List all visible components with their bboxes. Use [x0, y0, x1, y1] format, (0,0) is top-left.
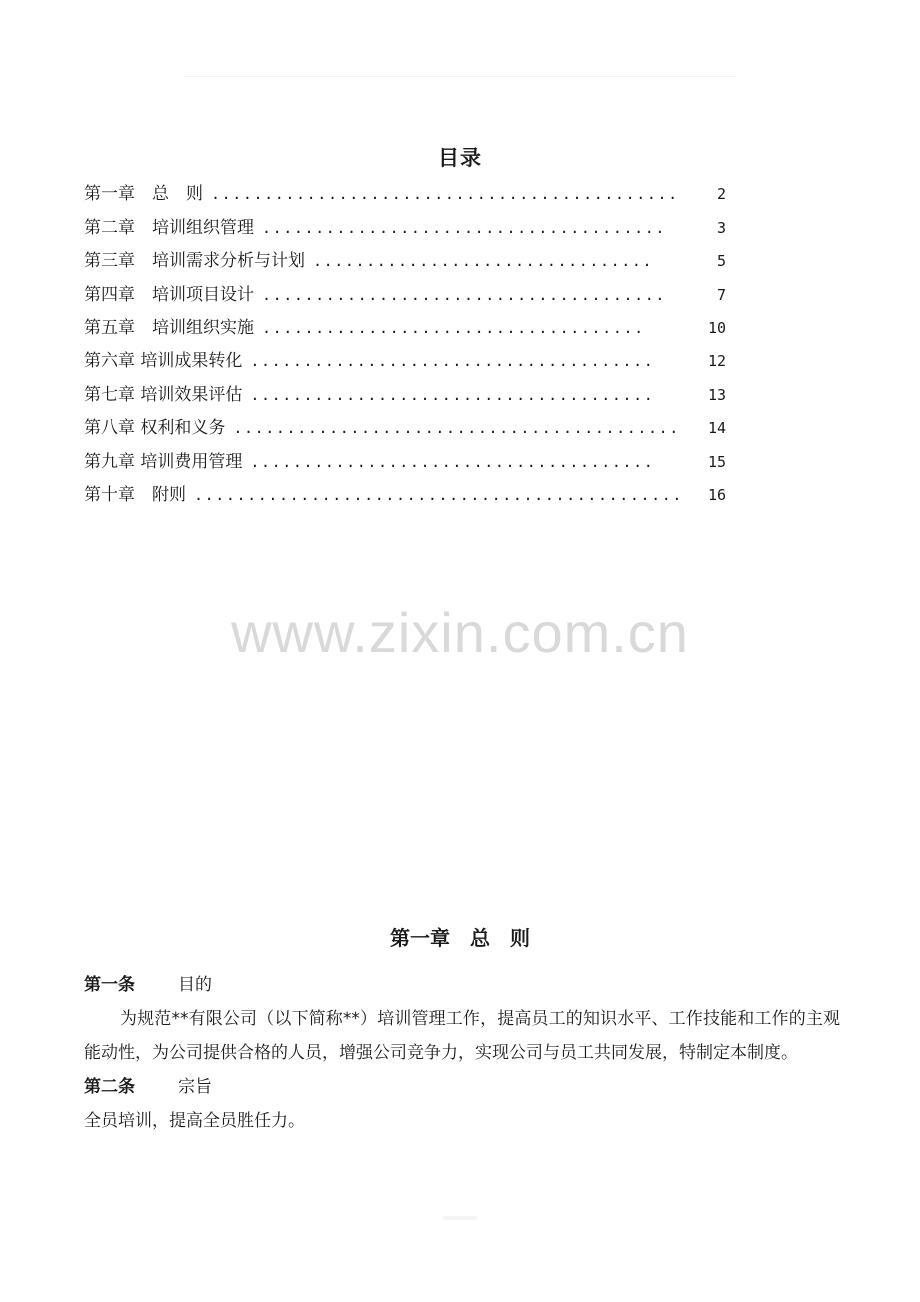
toc-page-number: 12: [707, 352, 726, 371]
article-number: 第二条: [84, 1077, 135, 1097]
toc-entry[interactable]: [84, 378, 726, 411]
toc-entry[interactable]: [84, 479, 726, 512]
toc-entry[interactable]: [84, 345, 726, 378]
toc-entry[interactable]: [84, 178, 726, 211]
toc-entry[interactable]: [84, 278, 726, 311]
toc-page-number: 13: [707, 385, 726, 404]
toc-entry-label: 第七章 培训效果评估: [84, 384, 243, 405]
header-rule: [183, 76, 736, 77]
toc-entry[interactable]: [84, 412, 726, 445]
toc-entry-label: 第九章 培训费用管理: [84, 451, 243, 472]
toc-page-number: 10: [707, 318, 726, 337]
toc-entry-label: 第四章 培训项目设计: [84, 284, 254, 305]
toc-entry[interactable]: [84, 445, 726, 478]
toc-page-number: 15: [707, 452, 726, 471]
toc-title: 目录: [438, 146, 482, 170]
toc-entry[interactable]: [84, 211, 726, 244]
article-paragraph: 全员培训，提高全员胜任力。: [84, 1111, 305, 1131]
toc-leader-dots: ......................................: [250, 452, 655, 471]
toc-leader-dots: ......................................: [262, 218, 666, 237]
toc-leader-dots: ..............................................: [194, 485, 684, 504]
toc-entry-label: 第二章 培训组织管理: [84, 217, 254, 238]
table-of-contents: [84, 178, 726, 512]
toc-leader-dots: ................................: [313, 252, 654, 271]
toc-entry-label: 第五章 培训组织实施: [84, 317, 254, 338]
toc-leader-dots: ......................................: [262, 285, 666, 304]
toc-entry-label: 第三章 培训需求分析与计划: [84, 251, 305, 272]
chapter-title: 第一章 总 则: [390, 926, 530, 950]
article-number: 第一条: [84, 975, 135, 995]
chapter-body: [84, 968, 840, 1138]
article-heading: [84, 1070, 840, 1104]
toc-entry-label: 第一章 总 则: [84, 184, 203, 205]
toc-page-number: 14: [707, 419, 726, 438]
toc-page-number: 5: [716, 252, 726, 271]
toc-page-number: 16: [707, 485, 726, 504]
toc-leader-dots: ............................................: [211, 185, 679, 204]
article-title: 目的: [178, 975, 212, 995]
toc-entry-label: 第六章 培训成果转化: [84, 351, 243, 372]
toc-entry[interactable]: [84, 245, 726, 278]
toc-page-number: 7: [716, 285, 726, 304]
watermark: www.zixin.com.cn: [231, 601, 689, 664]
article-paragraph: 为规范**有限公司（以下简称**）培训管理工作，提高员工的知识水平、工作技能和工作的主观能动性，为公司提供合格的人员，增强公司竞争力，实现公司与员工共同发展，特制定本制度。: [84, 1009, 840, 1063]
article-title: 宗旨: [178, 1077, 212, 1097]
toc-page-number: 3: [716, 218, 726, 237]
toc-leader-dots: ......................................: [250, 352, 655, 371]
toc-page-number: 2: [716, 185, 726, 204]
toc-entry-label: 第八章 权利和义务: [84, 418, 226, 439]
toc-leader-dots: ..........................................: [233, 419, 680, 438]
toc-entry-label: 第十章 附则: [84, 484, 186, 505]
toc-leader-dots: ....................................: [262, 318, 645, 337]
toc-leader-dots: ......................................: [250, 385, 655, 404]
article-heading: [84, 968, 840, 1002]
toc-entry[interactable]: [84, 312, 726, 345]
footer-mark: [443, 1216, 477, 1220]
